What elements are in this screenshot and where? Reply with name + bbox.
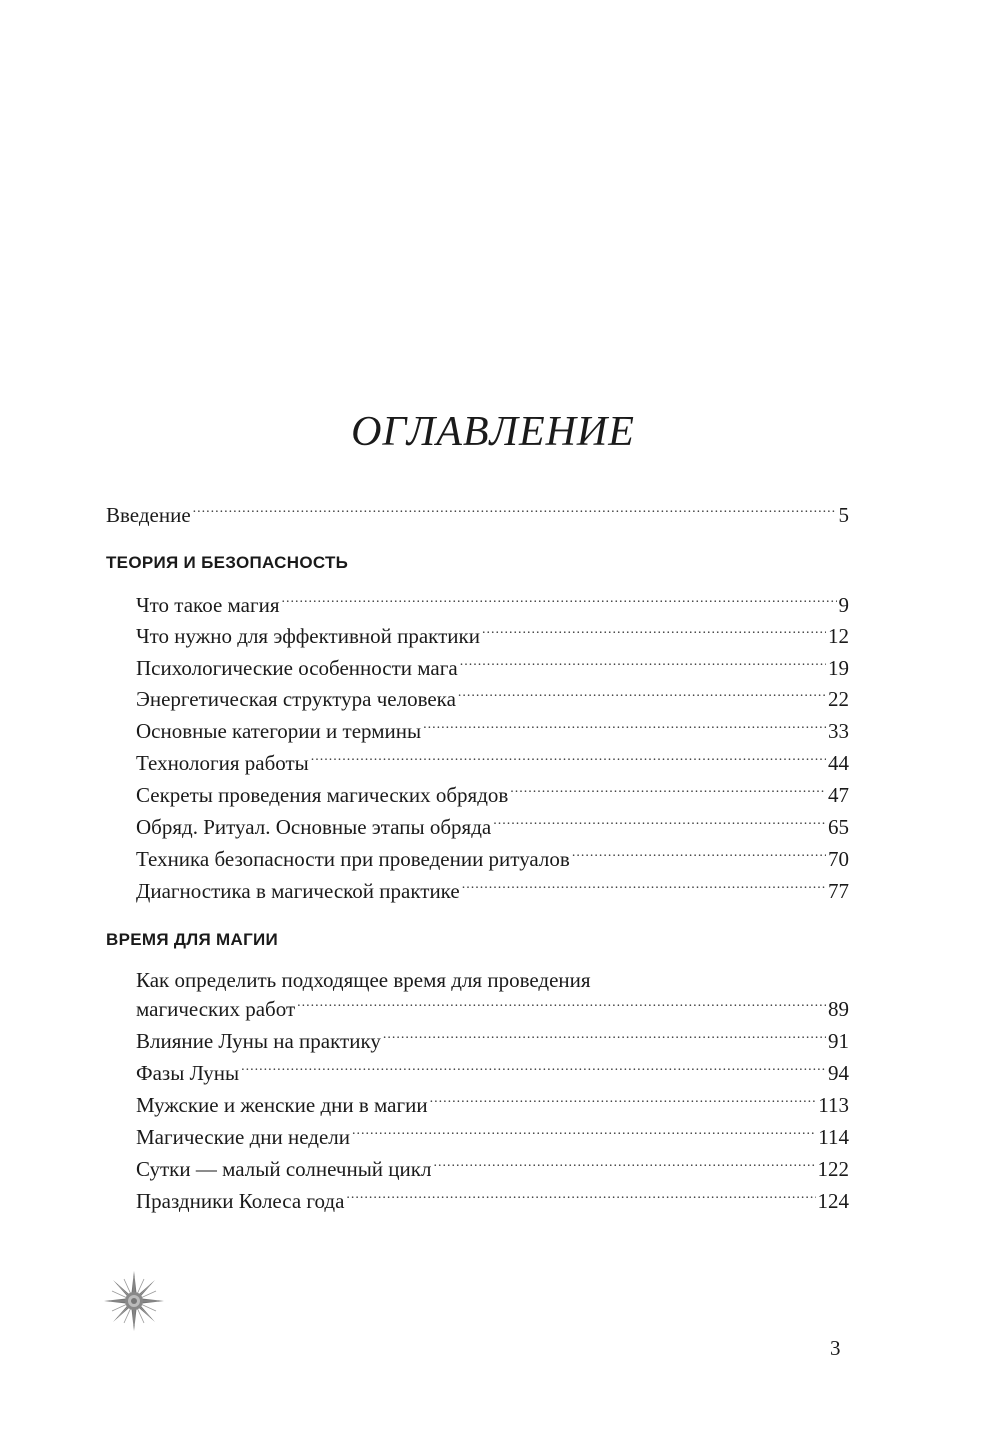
leader-dots xyxy=(482,623,826,643)
toc-entry-label: Основные категории и термины xyxy=(136,719,422,743)
leader-dots xyxy=(462,878,826,898)
toc-entry[interactable] xyxy=(136,718,849,744)
leader-dots xyxy=(458,686,826,706)
toc-entry-page: 22 xyxy=(828,687,849,711)
toc-entry[interactable] xyxy=(136,846,849,872)
toc-entry-page: 91 xyxy=(828,1029,849,1053)
toc-entry-page: 124 xyxy=(817,1189,849,1213)
toc-entry-page: 5 xyxy=(838,503,849,527)
leader-dots xyxy=(193,502,837,522)
toc-entry[interactable] xyxy=(136,878,849,904)
leader-dots xyxy=(352,1124,816,1144)
toc-entry-label: Технология работы xyxy=(136,751,309,775)
toc-entry[interactable] xyxy=(136,1028,849,1054)
page-title: ОГЛАВЛЕНИЕ xyxy=(351,409,635,455)
toc-entry-page: 89 xyxy=(828,997,849,1021)
toc-entry-label: Техника безопасности при проведении ритуалов xyxy=(136,847,570,871)
toc-entry[interactable] xyxy=(136,1092,849,1118)
toc-entry-page: 70 xyxy=(828,847,849,871)
toc-entry-page: 9 xyxy=(838,593,849,617)
toc-entry-label: Магические дни недели xyxy=(136,1125,350,1149)
toc-entry[interactable] xyxy=(136,623,849,649)
leader-dots xyxy=(433,1156,815,1176)
toc-entry-page: 77 xyxy=(828,879,849,903)
toc-entry[interactable] xyxy=(136,996,849,1022)
toc-entry-label: Введение xyxy=(106,503,191,527)
toc-entry-label: Психологические особенности мага xyxy=(136,656,458,680)
leader-dots xyxy=(282,592,837,612)
leader-dots xyxy=(297,996,826,1016)
toc-entry[interactable] xyxy=(136,1124,849,1150)
toc-entry-page: 47 xyxy=(828,783,849,807)
page-number: 3 xyxy=(830,1336,841,1360)
leader-dots xyxy=(423,718,826,738)
toc-entry-page: 114 xyxy=(818,1125,849,1149)
toc-entry[interactable] xyxy=(136,814,849,840)
toc-entry[interactable] xyxy=(136,1060,849,1086)
toc-entry-label: Обряд. Ритуал. Основные этапы обряда xyxy=(136,815,492,839)
leader-dots xyxy=(346,1188,815,1208)
toc-entry-label: Праздники Колеса года xyxy=(136,1189,345,1213)
section-heading-theory: ТЕОРИЯ И БЕЗОПАСНОСТЬ xyxy=(106,553,349,572)
toc-entry-label: Мужские и женские дни в магии xyxy=(136,1093,428,1117)
toc-entry[interactable] xyxy=(136,1188,849,1214)
leader-dots xyxy=(572,846,826,866)
toc-entry-page: 33 xyxy=(828,719,849,743)
toc-entry-label: Диагностика в магической практике xyxy=(136,879,460,903)
toc-entry[interactable] xyxy=(136,750,849,776)
toc-entry[interactable] xyxy=(136,655,849,681)
leader-dots xyxy=(311,750,826,770)
leader-dots xyxy=(383,1028,826,1048)
toc-entry-page: 122 xyxy=(817,1157,849,1181)
leader-dots xyxy=(430,1092,817,1112)
toc-entry-label: Влияние Луны на практику xyxy=(136,1029,381,1053)
toc-entry-intro[interactable] xyxy=(106,502,849,528)
toc-entry[interactable] xyxy=(136,782,849,808)
toc-entry-page: 113 xyxy=(818,1093,849,1117)
toc-entry[interactable] xyxy=(136,686,849,712)
toc-entry-label: Что такое магия xyxy=(136,593,280,617)
toc-entry[interactable] xyxy=(136,1156,849,1182)
toc-entry-label: Секреты проведения магических обрядов xyxy=(136,783,509,807)
toc-entry-label: магических работ xyxy=(136,997,296,1021)
sun-star-icon xyxy=(104,1271,164,1331)
toc-entry-page: 65 xyxy=(828,815,849,839)
section-heading-time: ВРЕМЯ ДЛЯ МАГИИ xyxy=(106,930,279,949)
leader-dots xyxy=(510,782,826,802)
toc-entry-label: Что нужно для эффективной практики xyxy=(136,624,480,648)
leader-dots xyxy=(460,655,826,675)
toc-entry-label: Энергетическая структура человека xyxy=(136,687,456,711)
toc-entry-page: 94 xyxy=(828,1061,849,1085)
leader-dots xyxy=(493,814,826,834)
toc-entry-page: 44 xyxy=(828,751,849,775)
footer-dotted-rule xyxy=(655,1304,843,1312)
toc-entry-page: 19 xyxy=(828,656,849,680)
toc-entry[interactable] xyxy=(136,592,849,618)
leader-dots xyxy=(241,1060,826,1080)
toc-entry-label: Сутки — малый солнечный цикл xyxy=(136,1157,432,1181)
toc-entry-page: 12 xyxy=(828,624,849,648)
toc-entry-label: Фазы Луны xyxy=(136,1061,240,1085)
toc-entry-label-line1[interactable]: Как определить подходящее время для проведения xyxy=(136,968,591,992)
